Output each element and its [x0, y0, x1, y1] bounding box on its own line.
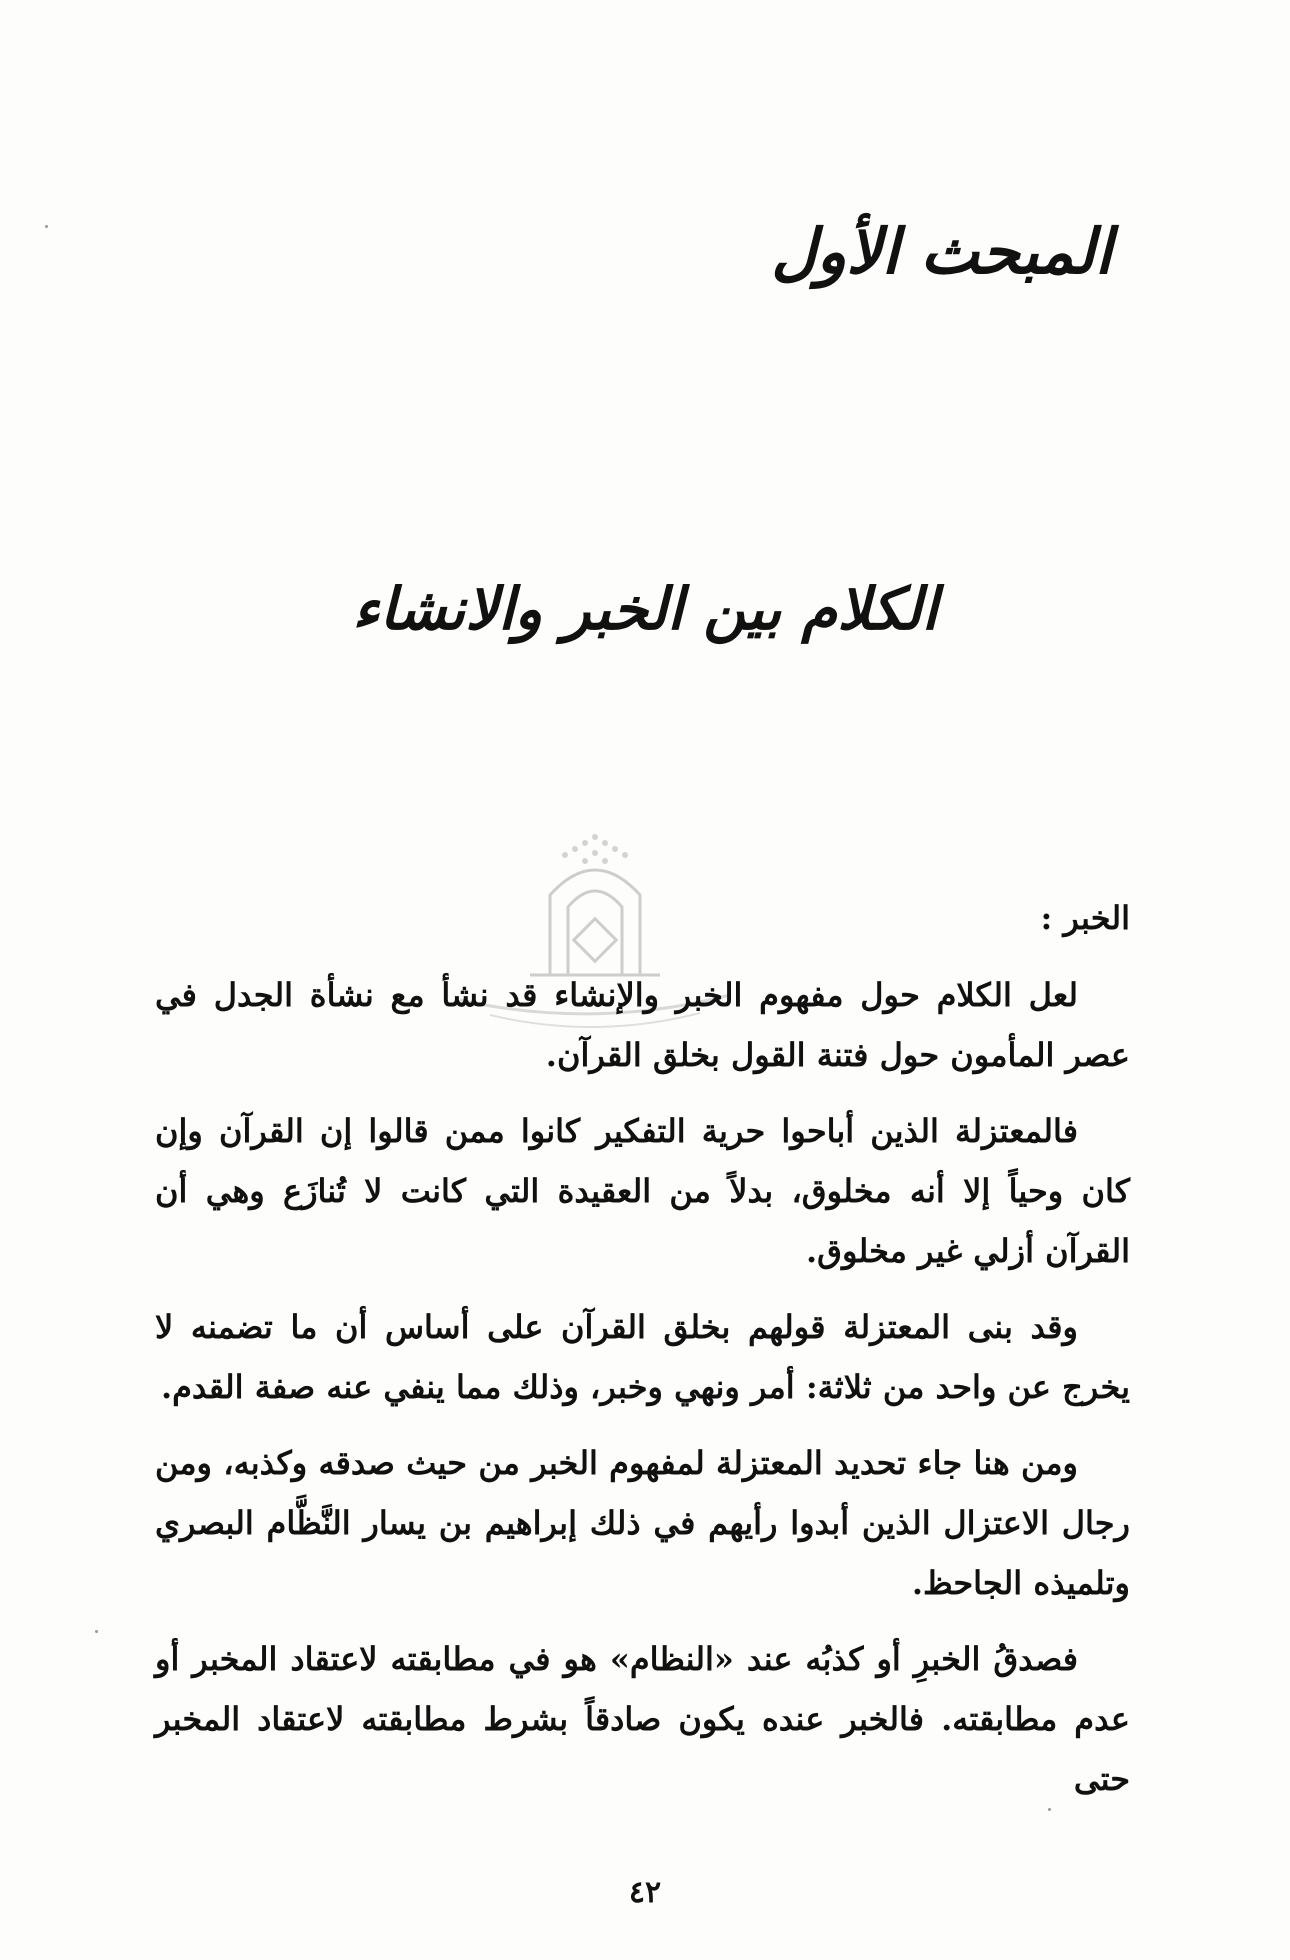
page-number: ٤٢ — [628, 1875, 662, 1910]
paragraph-3: وقد بنى المعتزلة قولهم بخلق القرآن على أساس أن ما تضمنه لا يخرج عن واحد من ثلاثة: أمر ونهي وخبر، وذلك مما ينفي عنه صفة القدم. — [155, 1308, 1130, 1406]
scan-speck — [1048, 1808, 1051, 1811]
paragraph-5: فصدقُ الخبرِ أو كذبُه عند «النظام» هو في مطابقته لاعتقاد المخبر أو عدم مطابقته. فالخبر عنده يكون صادقاً بشرط مطابقته لاعتقاد المخبر حتى — [155, 1640, 1130, 1798]
paragraph-4: ومن هنا جاء تحديد المعتزلة لمفهوم الخبر من حيث صدقه وكذبه، ومن رجال الاعتزال الذين أبدوا رأيهم في ذلك إبراهيم بن يسار النَّظَّام البصري وتلميذه الجاحظ. — [155, 1444, 1130, 1602]
paragraph-1: لعل الكلام حول مفهوم الخبر والإنشاء قد نشأ مع نشأة الجدل في عصر المأمون حول فتنة القول بخلق القرآن. — [155, 976, 1130, 1074]
chapter-title: المبحث الأول — [771, 215, 1112, 288]
section-title: الكلام بين الخبر والانشاء — [352, 575, 938, 643]
scan-speck — [45, 225, 48, 228]
body-text — [155, 965, 1130, 1825]
paragraph-2: فالمعتزلة الذين أباحوا حرية التفكير كانوا ممن قالوا إن القرآن وإن كان وحياً إلا أنه مخلوق، بدلاً من العقيدة التي كانت لا تُنازَع وهي أن القرآن أزلي غير مخلوق. — [155, 1112, 1131, 1270]
subheading-khabar: الخبر : — [1040, 899, 1130, 937]
scan-speck — [95, 1630, 98, 1633]
